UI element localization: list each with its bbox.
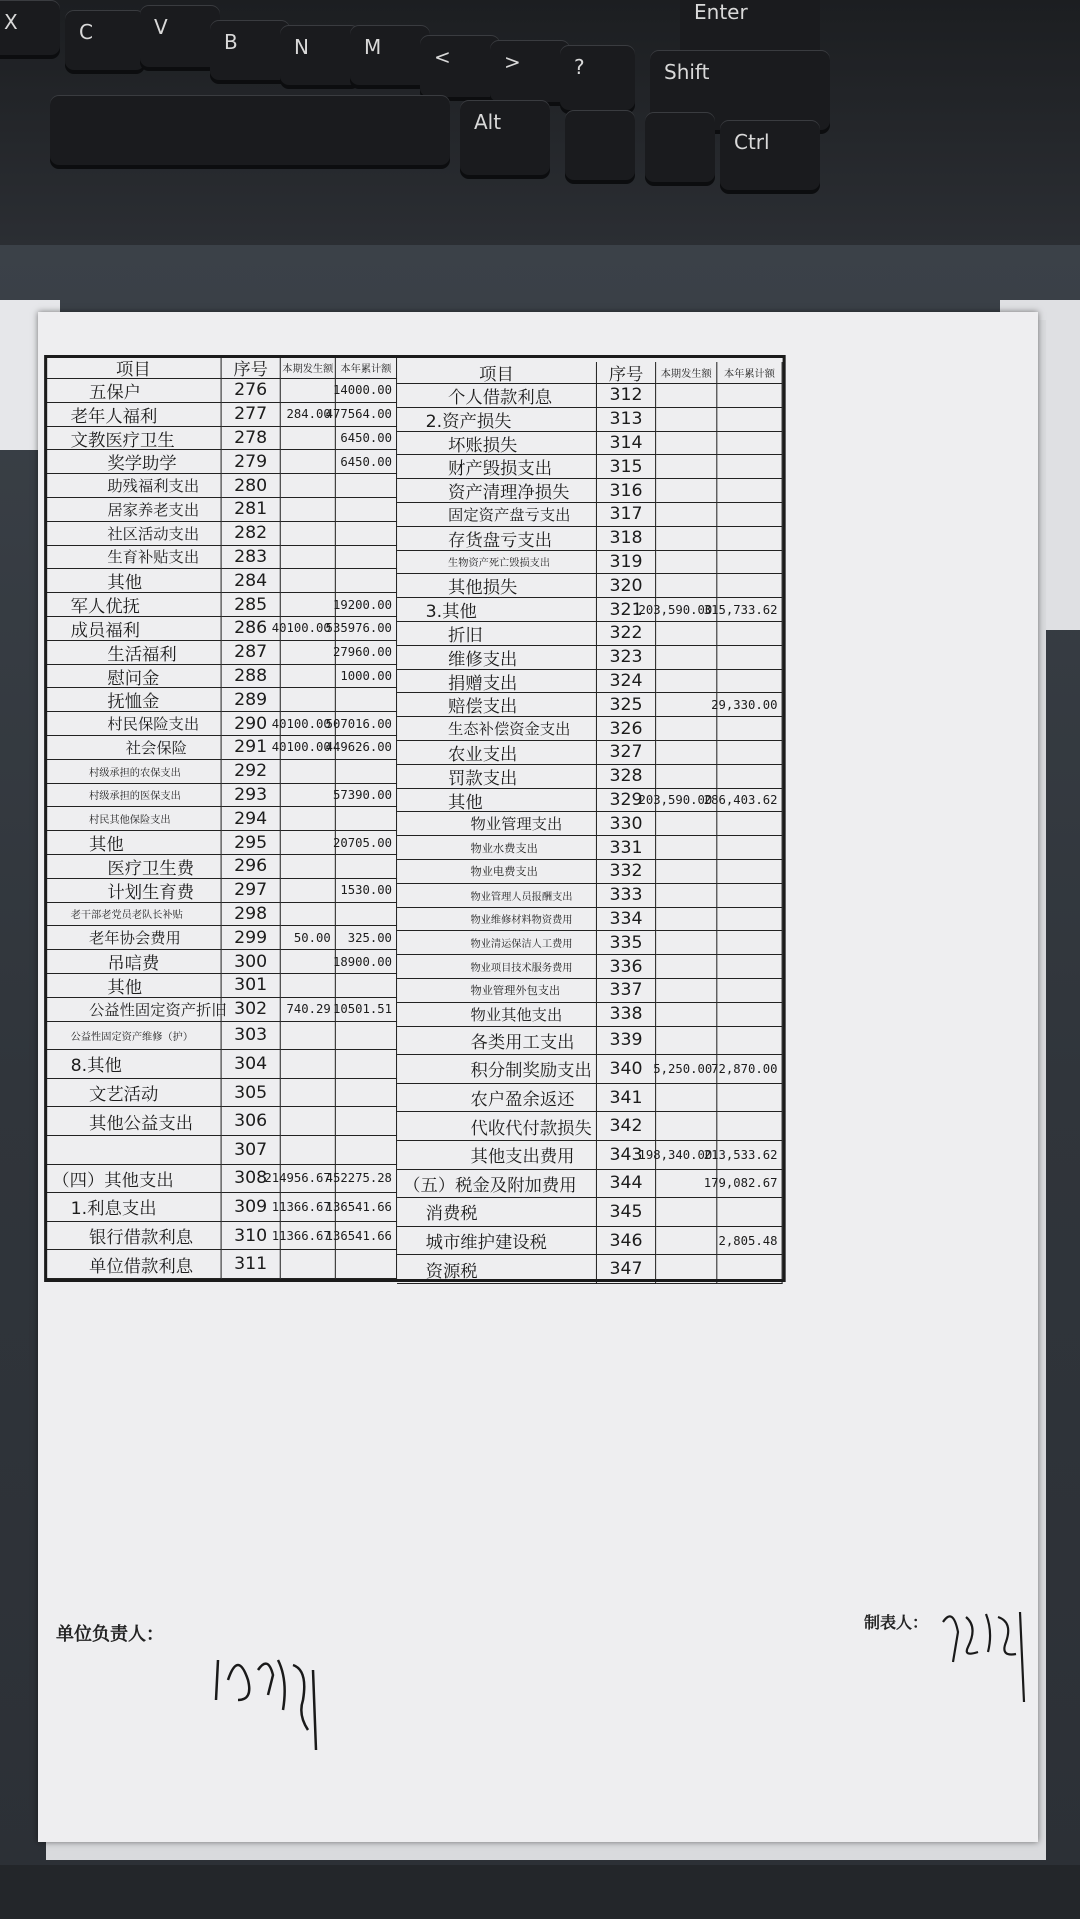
key-sym xyxy=(490,40,570,102)
left-row-item: 社区活动支出 xyxy=(46,522,221,546)
desk-bottom xyxy=(0,1865,1080,1919)
left-row-item: 生育补贴支出 xyxy=(46,546,221,570)
right-row-seq: 323 xyxy=(597,646,656,670)
left-row-ytd: 507016.00 xyxy=(336,712,397,736)
left-row-item: 助残福利支出 xyxy=(46,474,221,498)
right-row-seq: 332 xyxy=(597,860,656,884)
left-row-seq: 284 xyxy=(222,569,281,593)
key-label: Shift xyxy=(664,60,710,84)
left-row-seq: 301 xyxy=(222,974,281,998)
right-row-item: 资产清理净损失 xyxy=(397,479,597,503)
left-row-item: 村民保险支出 xyxy=(46,712,221,736)
key-label: V xyxy=(154,15,168,39)
right-row-item: 城市维护建设税 xyxy=(397,1227,597,1256)
right-row-item: 消费税 xyxy=(397,1198,597,1227)
left-row-seq: 292 xyxy=(222,760,281,784)
left-row-current: 40100.00 xyxy=(281,712,336,736)
left-row-item: 军人优抚 xyxy=(46,593,221,617)
right-row-ytd: 315,733.62 xyxy=(717,598,782,622)
spacebar-key xyxy=(50,95,450,165)
left-row-current: 40100.00 xyxy=(281,617,336,641)
right-row-seq: 321 xyxy=(597,598,656,622)
right-row-item: 生态补偿资金支出 xyxy=(397,717,597,741)
responsible-label: 单位负责人： xyxy=(56,1624,164,1645)
right-row-item: 生物资产死亡毁损支出 xyxy=(397,551,597,575)
left-row-item: 成员福利 xyxy=(46,617,221,641)
left-row-seq: 278 xyxy=(222,427,281,451)
left-row-ytd: 535976.00 xyxy=(336,617,397,641)
key-label: M xyxy=(364,35,382,59)
right-row-seq: 326 xyxy=(597,717,656,741)
key-b xyxy=(210,20,290,80)
right-row-current: 198,340.00 xyxy=(656,1141,717,1170)
left-row-seq: 289 xyxy=(222,688,281,712)
left-row-seq: 283 xyxy=(222,546,281,570)
right-row-seq: 338 xyxy=(597,1003,656,1027)
left-row-seq: 286 xyxy=(222,617,281,641)
left-row-item: 老年协会费用 xyxy=(46,926,221,950)
right-row-ytd: 213,533.62 xyxy=(717,1141,782,1170)
key-label: X xyxy=(4,10,18,34)
key-label: Enter xyxy=(694,0,748,24)
preparer-signature xyxy=(938,1602,1038,1712)
left-row-item: 文教医疗卫生 xyxy=(46,427,221,451)
left-row-ytd: 6450.00 xyxy=(336,450,397,474)
left-row-item: 老干部老党员老队长补贴 xyxy=(46,903,221,927)
left-header-seq: 序号 xyxy=(222,357,281,379)
key-x xyxy=(0,0,60,55)
right-row-seq: 344 xyxy=(597,1170,656,1199)
right-row-seq: 333 xyxy=(597,884,656,908)
left-row-seq: 293 xyxy=(222,784,281,808)
key-v xyxy=(140,5,220,67)
right-row-item: 物业水费支出 xyxy=(397,836,597,860)
key-label: Ctrl xyxy=(734,130,770,154)
key-label: ? xyxy=(574,55,585,79)
right-row-seq: 334 xyxy=(597,908,656,932)
right-row-item: 坏账损失 xyxy=(397,432,597,456)
key-label: > xyxy=(504,50,521,74)
left-row-seq: 281 xyxy=(222,498,281,522)
right-row-item: 存货盘亏支出 xyxy=(397,527,597,551)
left-row-ytd: 325.00 xyxy=(336,926,397,950)
left-row-ytd: 18900.00 xyxy=(336,950,397,974)
right-row-current: 5,250.00 xyxy=(656,1055,717,1084)
right-row-seq: 340 xyxy=(597,1055,656,1084)
left-row-seq: 287 xyxy=(222,641,281,665)
right-row-item: 代收代付款损失 xyxy=(397,1112,597,1141)
left-row-current: 50.00 xyxy=(281,926,336,950)
right-row-seq: 327 xyxy=(597,741,656,765)
right-row-seq: 325 xyxy=(597,693,656,717)
left-row-seq: 295 xyxy=(222,831,281,855)
right-row-item: 3.其他 xyxy=(397,598,597,622)
left-row-ytd: 6450.00 xyxy=(336,427,397,451)
right-row-item: 2.资产损失 xyxy=(397,408,597,432)
key-ctrl xyxy=(720,120,820,190)
left-row-seq: 307 xyxy=(222,1136,281,1165)
right-row-item: 折旧 xyxy=(397,622,597,646)
right-row-ytd: 2,805.48 xyxy=(717,1227,782,1256)
right-row-item: 捐赠支出 xyxy=(397,670,597,694)
right-row-current: 203,590.00 xyxy=(656,598,717,622)
windows-key xyxy=(565,110,635,180)
key-label: < xyxy=(434,45,451,69)
left-row-current: 40100.00 xyxy=(281,736,336,760)
right-row-item: 固定资产盘亏支出 xyxy=(397,503,597,527)
left-row-item: 其他 xyxy=(46,974,221,998)
left-row-seq: 279 xyxy=(222,450,281,474)
right-row-seq: 339 xyxy=(597,1027,656,1056)
right-row-ytd: 286,403.62 xyxy=(717,789,782,813)
key-label: N xyxy=(294,35,309,59)
right-row-item: 物业管理外包支出 xyxy=(397,979,597,1003)
right-row-item: 物业管理支出 xyxy=(397,812,597,836)
left-row-seq: 308 xyxy=(222,1165,281,1194)
key-n xyxy=(280,25,360,85)
left-row-seq: 296 xyxy=(222,855,281,879)
right-row-seq: 347 xyxy=(597,1255,656,1284)
left-row-item: 公益性固定资产折旧 xyxy=(46,998,221,1022)
right-row-seq: 320 xyxy=(597,574,656,598)
left-row-item: 计划生育费 xyxy=(46,879,221,903)
right-row-seq: 336 xyxy=(597,955,656,979)
right-row-seq: 317 xyxy=(597,503,656,527)
left-row-ytd: 449626.00 xyxy=(336,736,397,760)
left-row-item: 文艺活动 xyxy=(46,1079,221,1108)
left-header-item: 项目 xyxy=(46,357,221,379)
right-row-seq: 337 xyxy=(597,979,656,1003)
left-row-ytd: 27960.00 xyxy=(336,641,397,665)
left-row-ytd: 20705.00 xyxy=(336,831,397,855)
right-row-seq: 319 xyxy=(597,551,656,575)
right-row-seq: 318 xyxy=(597,527,656,551)
right-row-item: 个人借款利息 xyxy=(397,384,597,408)
right-row-item: 物业清运保洁人工费用 xyxy=(397,931,597,955)
right-row-seq: 343 xyxy=(597,1141,656,1170)
key-label: Alt xyxy=(474,110,502,134)
right-row-current: 203,590.00 xyxy=(656,789,717,813)
right-row-item: 其他 xyxy=(397,789,597,813)
left-row-seq: 303 xyxy=(222,1022,281,1051)
right-row-ytd: 29,330.00 xyxy=(717,693,782,717)
left-row-item: 五保户 xyxy=(46,379,221,403)
left-row-seq: 311 xyxy=(222,1250,281,1279)
right-row-item: 赔偿支出 xyxy=(397,693,597,717)
preparer-label: 制表人： xyxy=(864,1613,929,1632)
left-row-item: 老年人福利 xyxy=(46,403,221,427)
left-row-ytd: 452275.28 xyxy=(336,1165,397,1194)
left-row-item: 1.利息支出 xyxy=(46,1193,221,1222)
key-m xyxy=(350,25,430,85)
right-row-seq: 328 xyxy=(597,765,656,789)
right-row-seq: 322 xyxy=(597,622,656,646)
left-row-seq: 309 xyxy=(222,1193,281,1222)
left-row-item: 慰问金 xyxy=(46,665,221,689)
left-row-seq: 285 xyxy=(222,593,281,617)
right-row-seq: 312 xyxy=(597,384,656,408)
right-row-item: （五）税金及附加费用 xyxy=(397,1170,597,1199)
right-row-seq: 331 xyxy=(597,836,656,860)
left-row-current: 740.29 xyxy=(281,998,336,1022)
left-row-seq: 294 xyxy=(222,807,281,831)
left-row-item: 其他 xyxy=(46,569,221,593)
right-row-item: 物业管理人员报酬支出 xyxy=(397,884,597,908)
left-row-ytd: 57390.00 xyxy=(336,784,397,808)
right-row-seq: 346 xyxy=(597,1227,656,1256)
left-row-ytd: 136541.66 xyxy=(336,1193,397,1222)
right-row-item: 物业电费支出 xyxy=(397,860,597,884)
left-row-item: 其他公益支出 xyxy=(46,1107,221,1136)
left-row-item: 居家养老支出 xyxy=(46,498,221,522)
left-row-seq: 305 xyxy=(222,1079,281,1108)
right-header-ytd: 本年累计额 xyxy=(717,362,782,384)
right-row-item: 资源税 xyxy=(397,1255,597,1284)
left-row-seq: 300 xyxy=(222,950,281,974)
left-row-seq: 276 xyxy=(222,379,281,403)
left-row-item: （四）其他支出 xyxy=(46,1165,221,1194)
left-row-ytd: 14000.00 xyxy=(336,379,397,403)
left-row-seq: 310 xyxy=(222,1222,281,1251)
key-c xyxy=(65,10,145,70)
right-header-current: 本期发生额 xyxy=(656,362,717,384)
left-row-item: 银行借款利息 xyxy=(46,1222,221,1251)
left-row-item: 抚恤金 xyxy=(46,688,221,712)
right-row-seq: 345 xyxy=(597,1198,656,1227)
left-row-ytd: 1000.00 xyxy=(336,665,397,689)
right-row-item: 物业维修材料物资费用 xyxy=(397,908,597,932)
right-row-seq: 315 xyxy=(597,455,656,479)
right-row-item: 积分制奖励支出 xyxy=(397,1055,597,1084)
table-frame xyxy=(44,355,786,1282)
right-row-item: 农户盈余返还 xyxy=(397,1084,597,1113)
left-row-seq: 282 xyxy=(222,522,281,546)
right-row-seq: 330 xyxy=(597,812,656,836)
left-row-seq: 291 xyxy=(222,736,281,760)
right-row-item: 维修支出 xyxy=(397,646,597,670)
right-row-seq: 329 xyxy=(597,789,656,813)
key-sym xyxy=(420,35,500,97)
right-row-item: 其他支出费用 xyxy=(397,1141,597,1170)
right-row-item: 财产毁损支出 xyxy=(397,455,597,479)
left-row-seq: 297 xyxy=(222,879,281,903)
left-row-seq: 290 xyxy=(222,712,281,736)
left-row-current: 284.00 xyxy=(281,403,336,427)
left-row-seq: 299 xyxy=(222,926,281,950)
left-header-current: 本期发生额 xyxy=(281,357,336,379)
right-row-item: 农业支出 xyxy=(397,741,597,765)
right-header-item: 项目 xyxy=(397,362,597,384)
left-row-item: 生活福利 xyxy=(46,641,221,665)
right-row-item: 物业其他支出 xyxy=(397,1003,597,1027)
right-row-item: 其他损失 xyxy=(397,574,597,598)
right-header-seq: 序号 xyxy=(597,362,656,384)
key-sym xyxy=(560,45,635,110)
left-row-seq: 280 xyxy=(222,474,281,498)
right-row-seq: 335 xyxy=(597,931,656,955)
right-row-item: 各类用工支出 xyxy=(397,1027,597,1056)
left-row-ytd: 1530.00 xyxy=(336,879,397,903)
left-row-ytd: 136541.66 xyxy=(336,1222,397,1251)
left-row-seq: 304 xyxy=(222,1050,281,1079)
left-row-current: 11366.67 xyxy=(281,1193,336,1222)
menu-key xyxy=(645,112,715,182)
left-row-item: 村民其他保险支出 xyxy=(46,807,221,831)
keyboard-background xyxy=(0,0,1080,245)
left-row-seq: 288 xyxy=(222,665,281,689)
key-label: C xyxy=(79,20,93,44)
right-row-item: 物业项目技术服务费用 xyxy=(397,955,597,979)
left-row-item: 村级承担的农保支出 xyxy=(46,760,221,784)
left-row-ytd: 477564.00 xyxy=(336,403,397,427)
key-alt xyxy=(460,100,550,175)
left-row-current: 214956.67 xyxy=(281,1165,336,1194)
right-row-seq: 316 xyxy=(597,479,656,503)
left-row-current: 11366.67 xyxy=(281,1222,336,1251)
key-label: B xyxy=(224,30,238,54)
left-row-item: 吊唁费 xyxy=(46,950,221,974)
right-row-seq: 314 xyxy=(597,432,656,456)
left-row-item: 8.其他 xyxy=(46,1050,221,1079)
left-row-seq: 302 xyxy=(222,998,281,1022)
left-row-ytd: 19200.00 xyxy=(336,593,397,617)
left-row-seq: 306 xyxy=(222,1107,281,1136)
left-row-ytd: 10501.51 xyxy=(336,998,397,1022)
right-row-item: 罚款支出 xyxy=(397,765,597,789)
left-row-item: 社会保险 xyxy=(46,736,221,760)
left-row-item: 奖学助学 xyxy=(46,450,221,474)
left-row-item: 单位借款利息 xyxy=(46,1250,221,1279)
left-row-item: 村级承担的医保支出 xyxy=(46,784,221,808)
right-row-ytd: 72,870.00 xyxy=(717,1055,782,1084)
left-row-item: 医疗卫生费 xyxy=(46,855,221,879)
left-row-item: 其他 xyxy=(46,831,221,855)
left-row-seq: 298 xyxy=(222,903,281,927)
responsible-signature xyxy=(208,1640,348,1760)
right-row-seq: 342 xyxy=(597,1112,656,1141)
left-header-ytd: 本年累计额 xyxy=(336,357,397,379)
left-row-item: 公益性固定资产维修（护） xyxy=(46,1022,221,1051)
right-row-seq: 313 xyxy=(597,408,656,432)
right-row-seq: 324 xyxy=(597,670,656,694)
paper-sheet xyxy=(38,312,1038,1842)
right-row-seq: 341 xyxy=(597,1084,656,1113)
left-row-seq: 277 xyxy=(222,403,281,427)
right-row-ytd: 179,082.67 xyxy=(717,1170,782,1199)
